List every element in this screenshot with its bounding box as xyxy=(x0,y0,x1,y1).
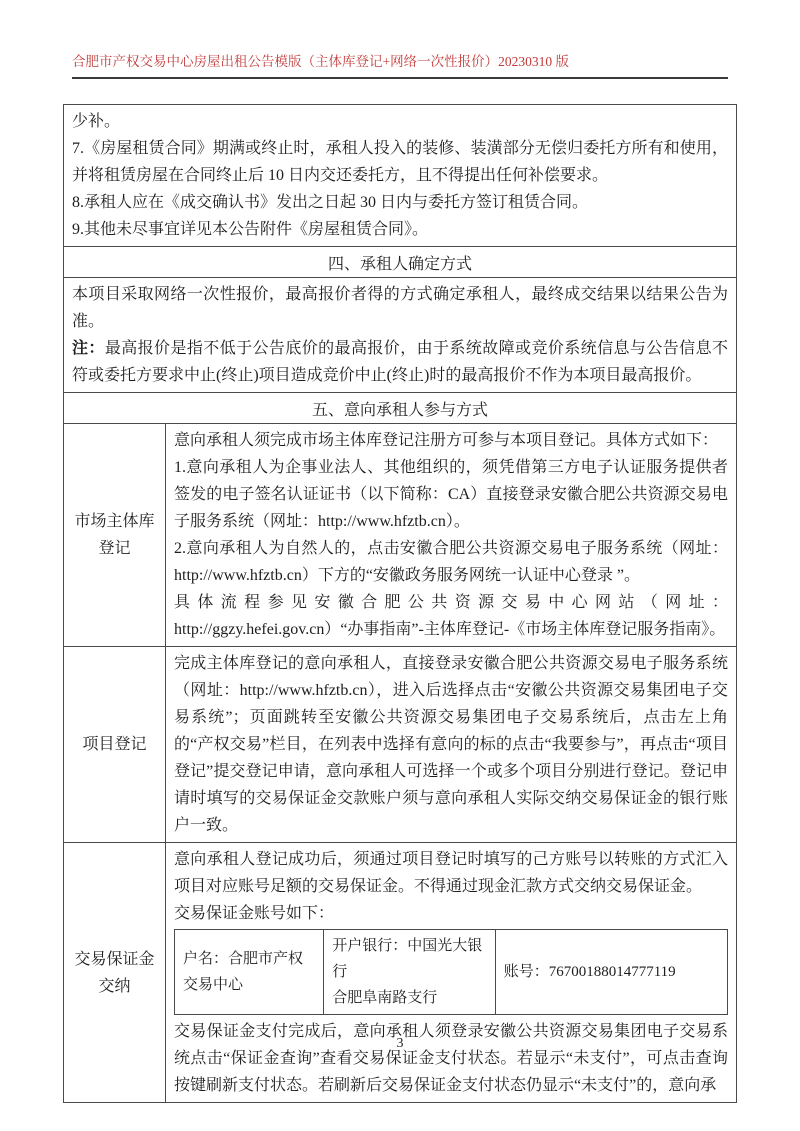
label-deposit-payment: 交易保证金 交纳 xyxy=(64,843,166,1103)
deposit-para-2: 交易保证金账号如下： xyxy=(174,905,335,922)
content-deposit-payment xyxy=(166,843,737,1103)
intro-line-4: 9.其他未尽事宜详见本公告附件《房屋租赁合同》。 xyxy=(72,221,429,238)
row-project-registration xyxy=(64,647,737,843)
document-header xyxy=(72,52,728,79)
section4-body-cell xyxy=(64,278,737,393)
section4-header-row xyxy=(64,247,737,278)
section4-title: 四、承租人确定方式 xyxy=(64,247,737,278)
intro-row xyxy=(64,105,737,247)
intro-cell xyxy=(64,105,737,247)
section4-note-label: 注： xyxy=(72,340,105,357)
section4-body-row xyxy=(64,278,737,393)
deposit-para-3: 交易保证金支付完成后，意向承租人须登录安徽公共资源交易集团电子交易系统点击“保证金查询”查看交易保证金支付状态。若显示“未支付”，可点击查询按键刷新支付状态。若刷新后交易保证金支付状态仍显示“未支付”的，意向承 xyxy=(174,1023,728,1094)
market-registration-para-1: 意向承租人须完成市场主体库登记注册方可参与本项目登记。具体方式如下： xyxy=(174,432,719,449)
label-project-registration: 项目登记 xyxy=(64,647,166,843)
content-market-registration xyxy=(166,424,737,647)
section4-line: 本项目采取网络一次性报价，最高报价者得的方式确定承租人，最终成交结果以结果公告为准。 xyxy=(72,286,728,330)
section4-note xyxy=(72,335,728,389)
deposit-bank-account-table xyxy=(174,929,728,1015)
announcement-table xyxy=(63,104,737,1103)
market-registration-para-4: 具体流程参见安徽合肥公共资源交易中心网站（网址：http://ggzy.hefei.gov.cn）“办事指南”-主体库登记-《市场主体库登记服务指南》。 xyxy=(174,594,728,638)
section5-header-row xyxy=(64,393,737,424)
bank-account-number: 账号：76700188014777119 xyxy=(495,930,727,1015)
bank-account-name: 户名：合肥市产权 交易中心 xyxy=(175,930,324,1015)
intro-line-1: 少补。 xyxy=(72,113,121,130)
row-market-registration xyxy=(64,424,737,647)
intro-line-2: 7.《房屋租赁合同》期满或终止时，承租人投入的装修、装潢部分无偿归委托方所有和使用，并将租赁房屋在合同终止后 10 日内交还委托方，且不得提出任何补偿要求。 xyxy=(72,140,728,184)
intro-line-3: 8.承租人应在《成交确认书》发出之日起 30 日内与委托方签订租赁合同。 xyxy=(72,194,589,211)
label-market-registration: 市场主体库 登记 xyxy=(64,424,166,647)
market-registration-para-2: 1.意向承租人为企事业法人、其他组织的，须凭借第三方电子认证服务提供者签发的电子签名认证证书（以下简称：CA）直接登录安徽合肥公共资源交易电子服务系统（网址：http://www.hfztb.cn）。 xyxy=(174,459,728,530)
deposit-para-1: 意向承租人登记成功后，须通过项目登记时填写的己方账号以转账的方式汇入项目对应账号足额的交易保证金。不得通过现金汇款方式交纳交易保证金。 xyxy=(174,851,728,895)
row-deposit-payment xyxy=(64,843,737,1103)
section4-note-text: 最高报价是指不低于公告底价的最高报价，由于系统故障或竞价系统信息与公告信息不符或委托方要求中止(终止)项目造成竞价中止(终止)时的最高报价不作为本项目最高报价。 xyxy=(72,340,728,384)
section5-title: 五、意向承租人参与方式 xyxy=(64,393,737,424)
market-registration-para-3: 2.意向承租人为自然人的，点击安徽合肥公共资源交易电子服务系统（网址：http://www.hfztb.cn）下方的“安徽政务服务网统一认证中心登录 ”。 xyxy=(174,540,728,584)
project-registration-para-1: 完成主体库登记的意向承租人，直接登录安徽合肥公共资源交易电子服务系统（网址：http://www.hfztb.cn），进入后选择点击“安徽公共资源交易集团电子交易系统”；页面跳转至安徽公共资源交易集团电子交易系统后，点击左上角的“产权交易”栏目，在列表中选择有意向的标的点击“我要参与”，再点击“项目登记”提交登记申请，意向承租人可选择一个或多个项目分别进行登记。登记申请时填写的交易保证金交款账户须与意向承租人实际交纳交易保证金的银行账户一致。 xyxy=(174,655,728,834)
bank-branch-name: 开户银行：中国光大银行 合肥阜南路支行 xyxy=(324,930,495,1015)
header-title: 合肥市产权交易中心房屋出租公告模版（主体库登记+网络一次性报价）20230310 版 xyxy=(72,54,569,69)
content-project-registration xyxy=(166,647,737,843)
bank-account-row xyxy=(175,930,728,1015)
page-number: 3 xyxy=(396,1036,404,1051)
